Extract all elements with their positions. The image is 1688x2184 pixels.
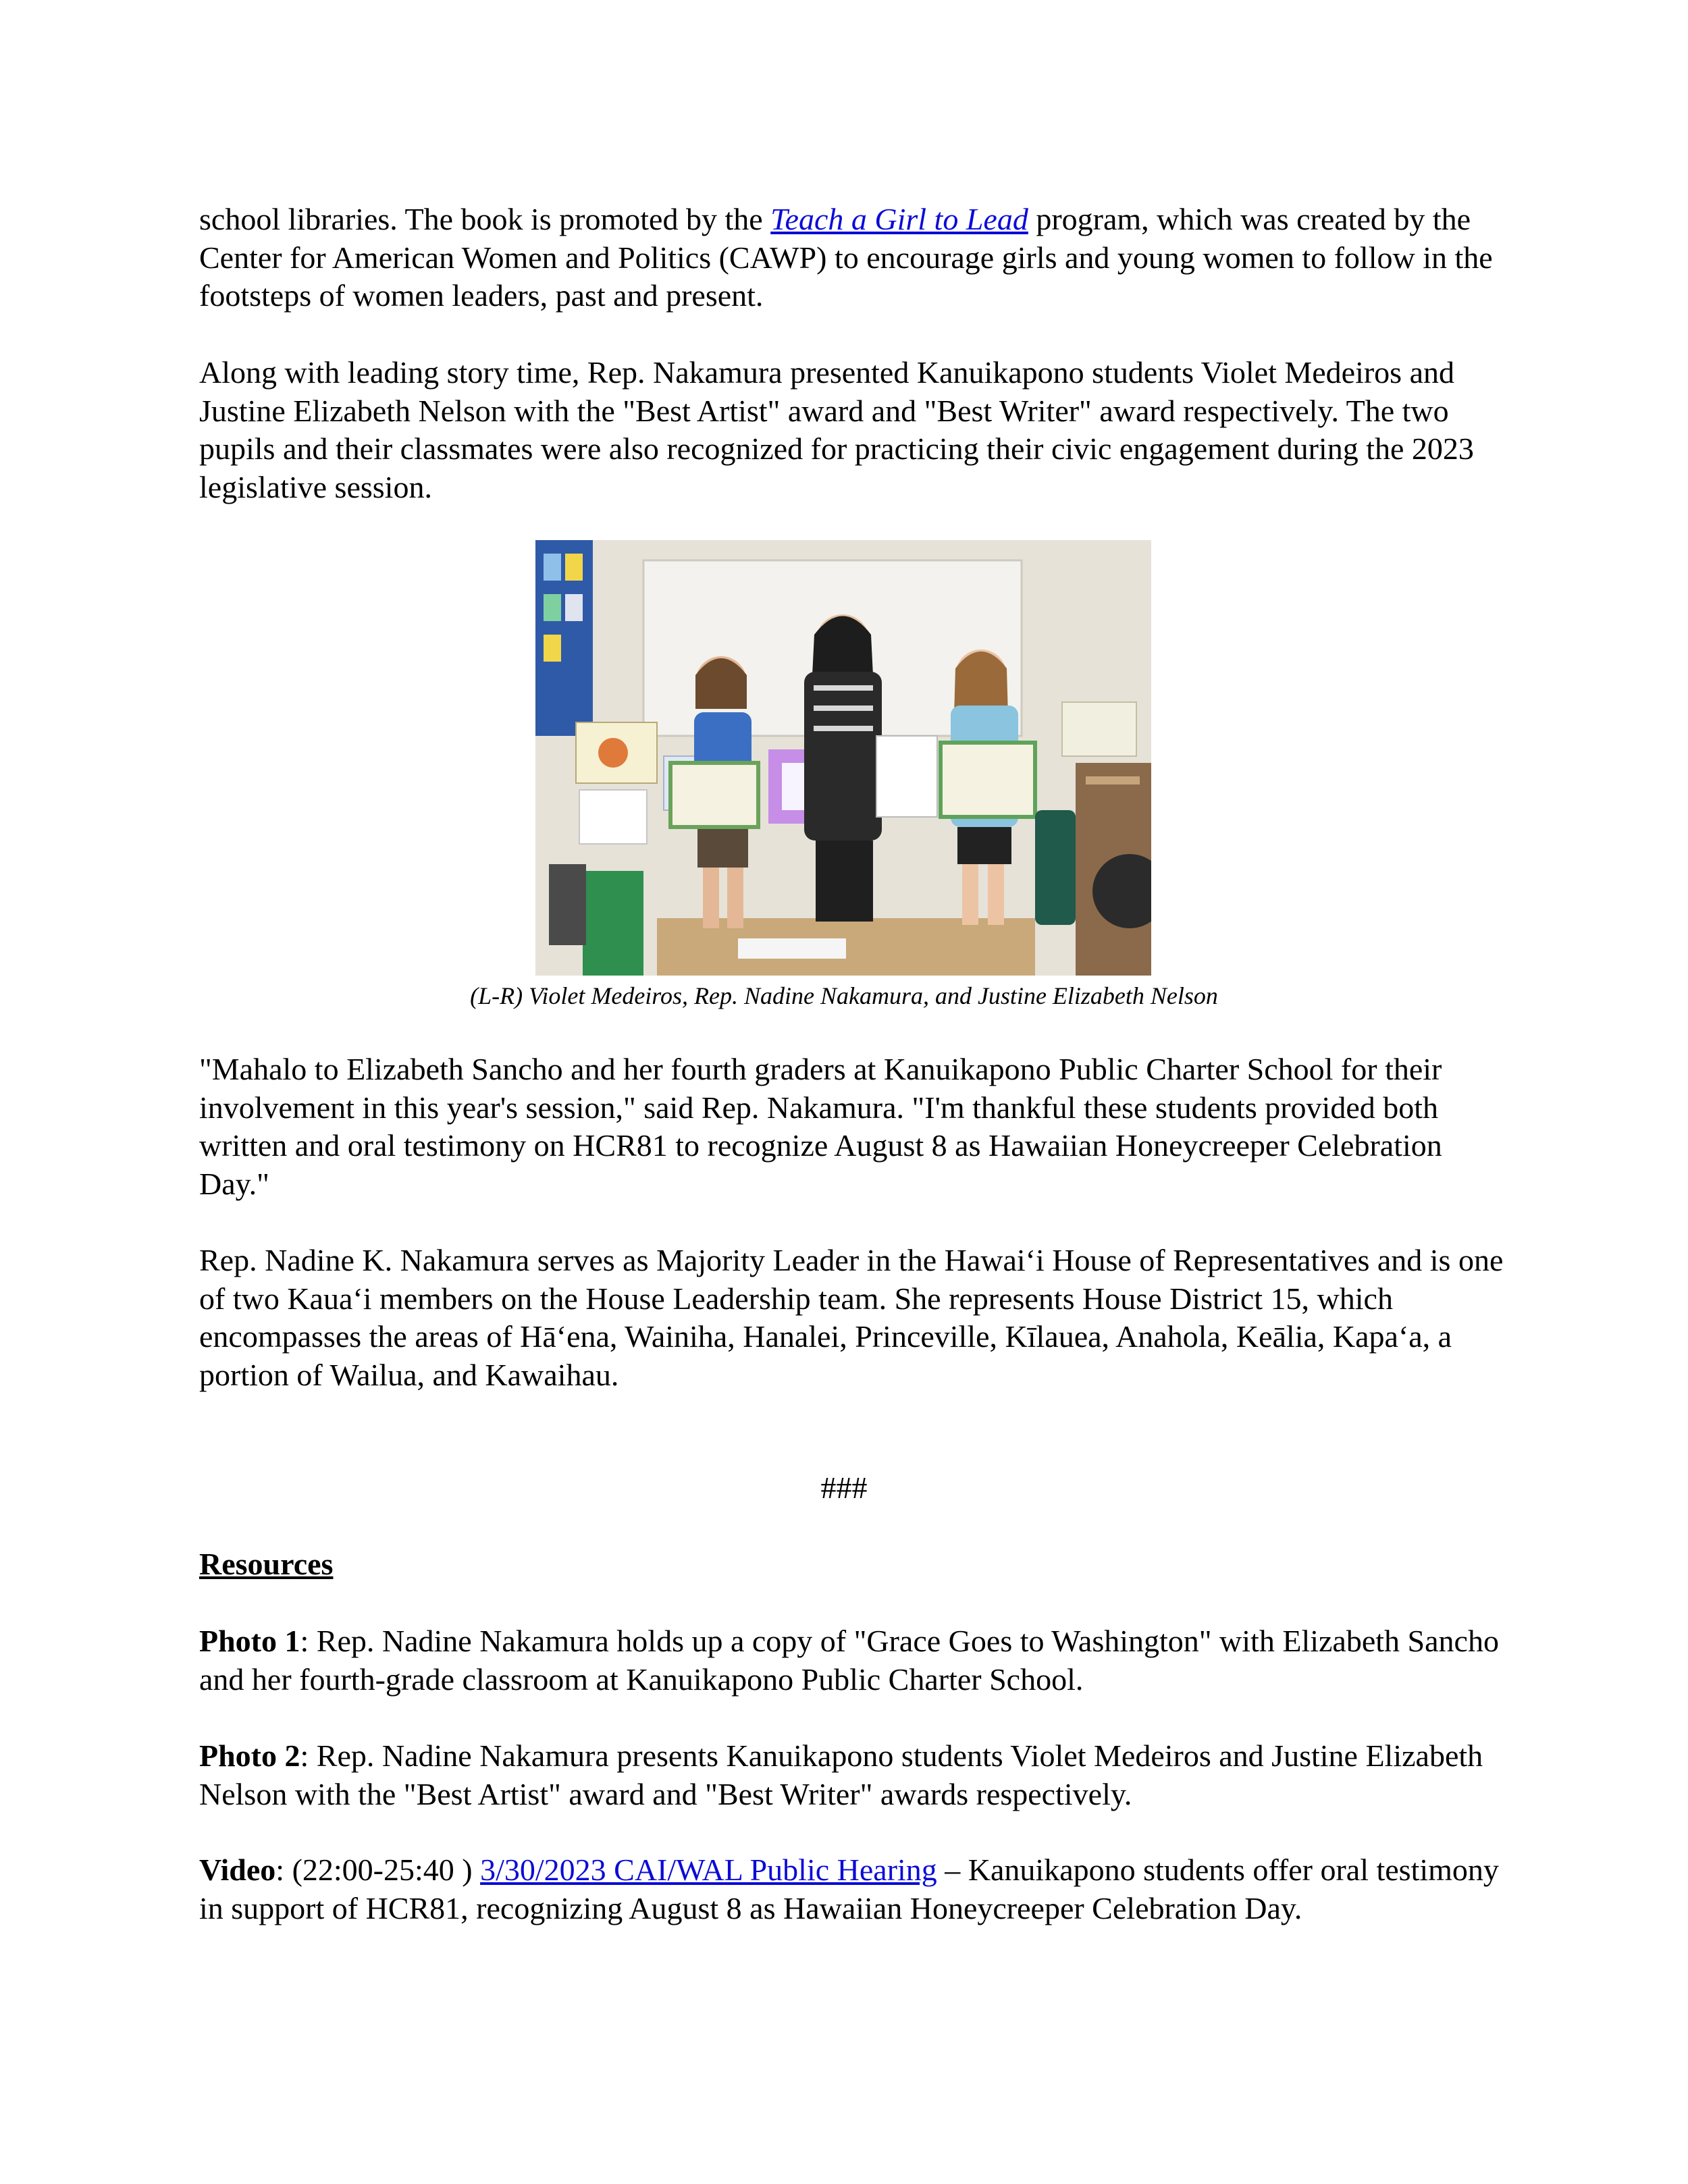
resource-video-text: – Kanuikapono students offer oral testimony in support of HCR81, recognizing August 8 as Hawaiian Honeycreeper Celebration Day. bbox=[199, 1853, 1499, 1925]
paragraph-bio: Rep. Nadine K. Nakamura serves as Majority Leader in the Hawai‘i House of Representatives and is one of two Kaua‘i members on the House Leadership team. She represents House District 15, which encompasses the areas of Hā‘ena, Wainiha, Hanalei, Princeville, Kīlauea, Anahola, Keālia, Kapa‘a, a portion of Wailua, and Kawaihau. bbox=[199, 1243, 1504, 1392]
public-hearing-link[interactable]: 3/30/2023 CAI/WAL Public Hearing bbox=[480, 1853, 937, 1887]
resources-heading: Resources bbox=[199, 1547, 334, 1581]
section-separator: ### bbox=[820, 1470, 868, 1505]
resource-photo-2-text: : Rep. Nadine Nakamura presents Kanuikapono students Violet Medeiros and Justine Elizabeth Nelson with the "Best Artist" award and "Best Writer" awards respectively. bbox=[199, 1738, 1483, 1811]
resource-video-time: : (22:00-25:40 ) bbox=[275, 1853, 481, 1887]
paragraph-awards: Along with leading story time, Rep. Nakamura presented Kanuikapono students Violet Medeiros and Justine Elizabeth Nelson with the "Best Artist" award and "Best Writer" award respectively. The two pupils and their classmates were also recognized for practicing their civic engagement during the 2023 legislative session. bbox=[199, 355, 1474, 504]
award-photo bbox=[535, 540, 1151, 976]
resource-photo-2 bbox=[199, 1737, 1516, 1813]
paragraph-quote: "Mahalo to Elizabeth Sancho and her fourth graders at Kanuikapono Public Charter School for their involvement in this year's session," said Rep. Nakamura. "I'm thankful these students provided both written and oral testimony on HCR81 to recognize August 8 as Hawaiian Honeycreeper Celebration Day." bbox=[199, 1052, 1442, 1201]
resource-video-label: Video bbox=[199, 1853, 276, 1887]
resource-photo-1-text: : Rep. Nadine Nakamura holds up a copy of "Grace Goes to Washington" with Elizabeth Sancho and her fourth-grade classroom at Kanuikapono Public Charter School. bbox=[199, 1624, 1499, 1697]
resource-photo-1-label: Photo 1 bbox=[199, 1624, 300, 1658]
paragraph-book-promotion bbox=[199, 201, 1516, 315]
resource-video bbox=[199, 1851, 1516, 1927]
resource-photo-1 bbox=[199, 1622, 1516, 1699]
para1-text-end: program, which was created by the Center for American Women and Politics (CAWP) to encourage girls and young women to follow in the footsteps of women leaders, past and present. bbox=[199, 202, 1493, 313]
resource-photo-2-label: Photo 2 bbox=[199, 1738, 300, 1773]
para1-text-start: school libraries. The book is promoted by the bbox=[199, 202, 771, 236]
teach-a-girl-to-lead-link[interactable]: Teach a Girl to Lead bbox=[770, 202, 1028, 236]
photo-caption: (L-R) Violet Medeiros, Rep. Nadine Nakamura, and Justine Elizabeth Nelson bbox=[470, 982, 1218, 1009]
